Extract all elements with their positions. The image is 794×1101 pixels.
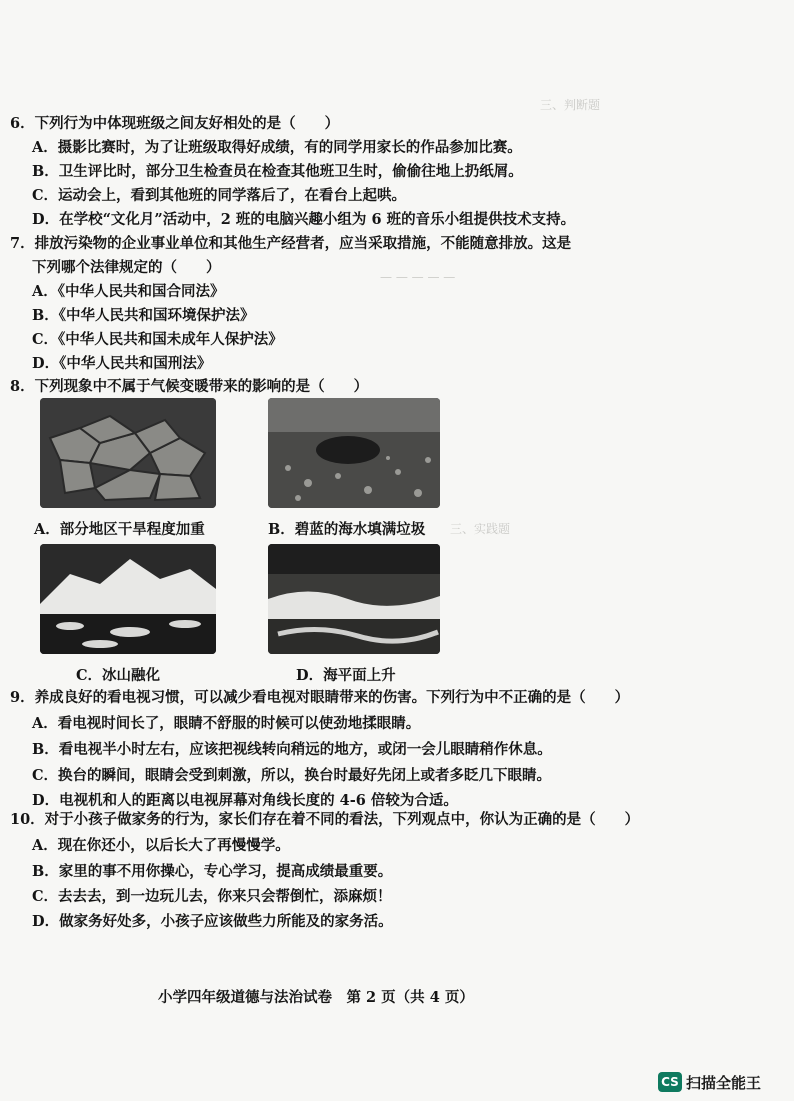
polluted-sea-garbage-photo — [268, 398, 440, 508]
question-10-option-a: A．现在你还小，以后长大了再慢慢学。 — [32, 837, 290, 854]
question-8-option-c: C．冰山融化 — [76, 667, 161, 684]
question-8-stem: 8．下列现象中不属于气候变暖带来的影响的是（ ） — [10, 378, 369, 395]
question-10-option-b: B．家里的事不用你操心，专心学习，提高成绩最重要。 — [32, 863, 393, 880]
question-7-stem-continued: 下列哪个法律规定的（ ） — [32, 259, 221, 276]
bleed-through-text: 三、判断题 — [540, 98, 601, 112]
question-9-option-c: C．换台的瞬间，眼睛会受到刺激，所以，换台时最好先闭上或者多眨几下眼睛。 — [32, 767, 552, 784]
question-9-option-b: B．看电视半小时左右，应该把视线转向稍远的地方，或闭一会儿眼睛稍作休息。 — [32, 741, 552, 758]
question-8-option-b: B．碧蓝的海水填满垃圾 — [268, 521, 426, 538]
question-6-option-d: D．在学校“文化月”活动中，2 班的电脑兴趣小组为 6 班的音乐小组提供技术支持。 — [32, 211, 576, 228]
question-6-option-c: C．运动会上，看到其他班的同学落后了，在看台上起哄。 — [32, 187, 407, 204]
question-7-option-b: B．《中华人民共和国环境保护法》 — [32, 307, 255, 324]
bleed-through-text: 三、实践题 — [450, 522, 511, 536]
page-footer: 小学四年级道德与法治试卷 第 2 页（共 4 页） — [158, 989, 474, 1006]
question-9-option-d: D．电视机和人的距离以电视屏幕对角线长度的 4-6 倍较为合适。 — [32, 792, 458, 809]
question-6-option-b: B．卫生评比时，部分卫生检查员在检查其他班卫生时，偷偷往地上扔纸屑。 — [32, 163, 523, 180]
question-6-option-a: A．摄影比赛时，为了让班级取得好成绩，有的同学用家长的作品参加比赛。 — [32, 139, 522, 156]
drought-cracked-earth-photo — [40, 398, 216, 508]
question-6-stem: 6．下列行为中体现班级之间友好相处的是（ ） — [10, 115, 340, 132]
bleed-through-text: — — — — — — [380, 270, 456, 284]
scanner-watermark — [658, 1071, 761, 1093]
question-7-option-a: A．《中华人民共和国合同法》 — [32, 283, 225, 300]
question-10-option-c: C．去去去，到一边玩儿去，你来只会帮倒忙，添麻烦！ — [32, 888, 392, 905]
watermark-text: 扫描全能王 — [686, 1073, 762, 1092]
question-7-option-d: D．《中华人民共和国刑法》 — [32, 355, 212, 372]
question-10-stem: 10．对于小孩子做家务的行为，家长们存在着不同的看法，下列观点中，你认为正确的是（ ） — [10, 811, 640, 828]
question-8-option-a: A．部分地区干旱程度加重 — [34, 521, 205, 538]
camscanner-logo-icon: CS — [658, 1072, 682, 1092]
rising-sea-level-photo — [268, 544, 440, 654]
melting-iceberg-photo — [40, 544, 216, 654]
question-10-option-d: D．做家务好处多，小孩子应该做些力所能及的家务活。 — [32, 913, 393, 930]
question-8-option-d: D．海平面上升 — [296, 667, 396, 684]
question-9-stem: 9．养成良好的看电视习惯，可以减少看电视对眼睛带来的伤害。下列行为中不正确的是（ ） — [10, 689, 630, 706]
question-7-stem: 7．排放污染物的企业事业单位和其他生产经营者，应当采取措施，不能随意排放。这是 — [10, 235, 572, 252]
question-9-option-a: A．看电视时间长了，眼睛不舒服的时候可以使劲地揉眼睛。 — [32, 715, 421, 732]
question-7-option-c: C．《中华人民共和国未成年人保护法》 — [32, 331, 283, 348]
